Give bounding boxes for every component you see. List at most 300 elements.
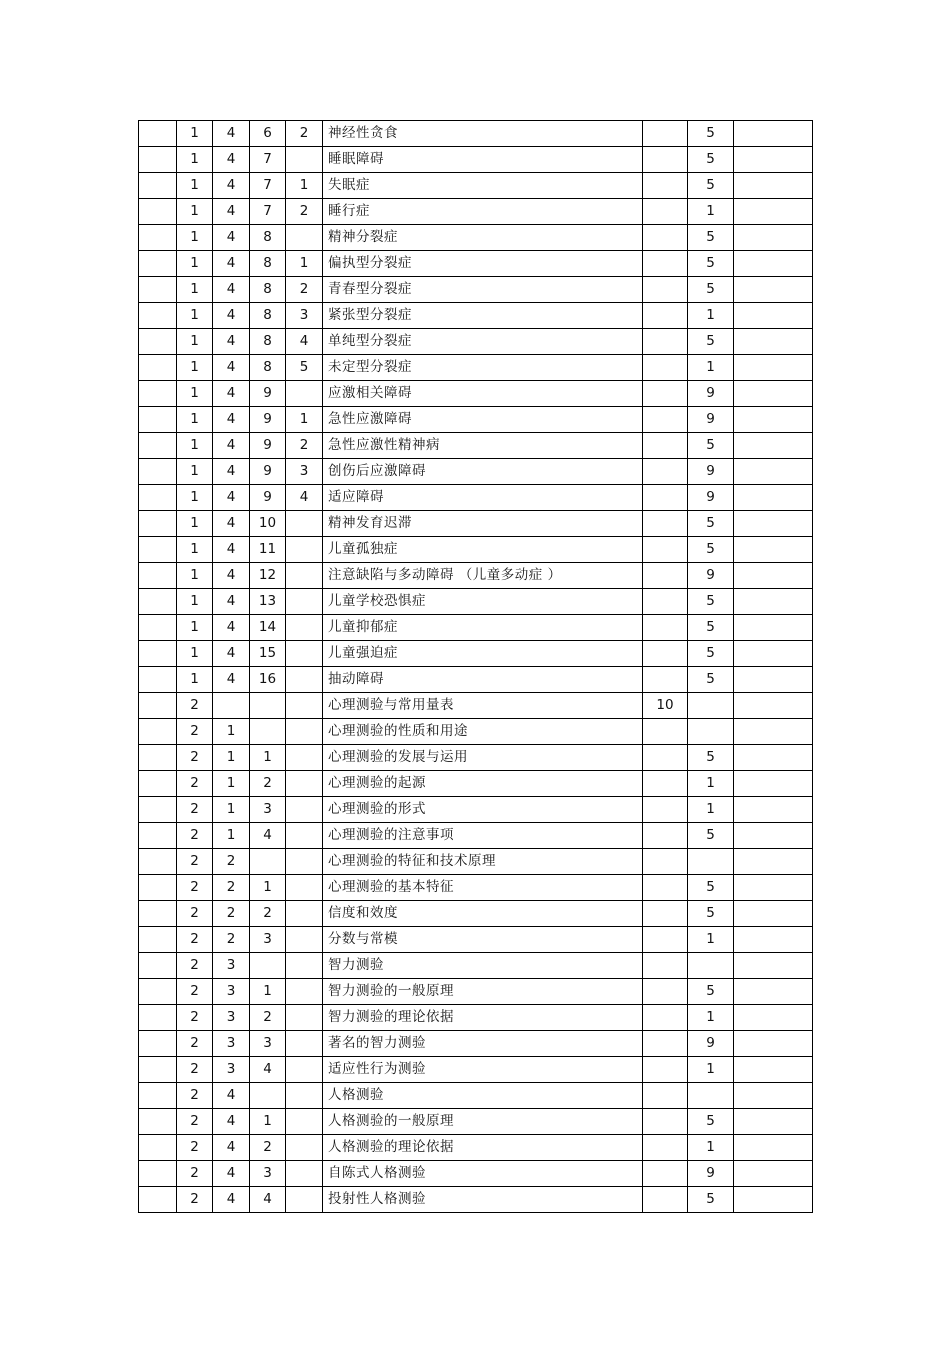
blank-cell — [139, 511, 177, 537]
weight-cell — [643, 927, 688, 953]
weight-cell — [643, 251, 688, 277]
weight-cell — [643, 485, 688, 511]
level-1-cell: 1 — [177, 381, 213, 407]
remark-cell — [734, 1083, 813, 1109]
item-name-cell: 抽动障碍 — [323, 667, 643, 693]
item-name-cell: 适应性行为测验 — [323, 1057, 643, 1083]
item-name-cell: 人格测验的理论依据 — [323, 1135, 643, 1161]
remark-cell — [734, 537, 813, 563]
level-2-cell: 4 — [213, 1161, 250, 1187]
table-row — [139, 1135, 813, 1161]
score-cell: 1 — [688, 355, 734, 381]
weight-cell — [643, 641, 688, 667]
level-2-cell: 2 — [213, 901, 250, 927]
weight-cell — [643, 979, 688, 1005]
remark-cell — [734, 147, 813, 173]
score-cell: 5 — [688, 979, 734, 1005]
level-4-cell — [286, 849, 323, 875]
level-4-cell: 3 — [286, 303, 323, 329]
remark-cell — [734, 979, 813, 1005]
item-name-cell: 心理测验的注意事项 — [323, 823, 643, 849]
table-row — [139, 537, 813, 563]
blank-cell — [139, 823, 177, 849]
level-4-cell — [286, 927, 323, 953]
blank-cell — [139, 615, 177, 641]
level-2-cell: 1 — [213, 797, 250, 823]
weight-cell — [643, 433, 688, 459]
level-4-cell — [286, 719, 323, 745]
item-name-cell: 急性应激性精神病 — [323, 433, 643, 459]
item-name-cell: 心理测验与常用量表 — [323, 693, 643, 719]
table-row — [139, 1057, 813, 1083]
table-row — [139, 251, 813, 277]
level-2-cell: 3 — [213, 979, 250, 1005]
remark-cell — [734, 797, 813, 823]
level-4-cell — [286, 1057, 323, 1083]
table-row — [139, 693, 813, 719]
level-2-cell — [213, 693, 250, 719]
table-row — [139, 667, 813, 693]
weight-cell — [643, 1161, 688, 1187]
weight-cell — [643, 1057, 688, 1083]
table-row — [139, 641, 813, 667]
score-cell: 5 — [688, 901, 734, 927]
remark-cell — [734, 1109, 813, 1135]
blank-cell — [139, 199, 177, 225]
item-name-cell: 单纯型分裂症 — [323, 329, 643, 355]
level-2-cell: 4 — [213, 589, 250, 615]
item-name-cell: 自陈式人格测验 — [323, 1161, 643, 1187]
table-row — [139, 901, 813, 927]
level-3-cell: 8 — [250, 303, 286, 329]
item-name-cell: 人格测验的一般原理 — [323, 1109, 643, 1135]
level-3-cell: 2 — [250, 901, 286, 927]
blank-cell — [139, 875, 177, 901]
remark-cell — [734, 927, 813, 953]
level-3-cell: 2 — [250, 1135, 286, 1161]
table-row — [139, 121, 813, 147]
remark-cell — [734, 1005, 813, 1031]
item-name-cell: 失眠症 — [323, 173, 643, 199]
blank-cell — [139, 797, 177, 823]
score-cell: 5 — [688, 823, 734, 849]
score-cell: 1 — [688, 1135, 734, 1161]
level-2-cell: 4 — [213, 277, 250, 303]
level-2-cell: 4 — [213, 303, 250, 329]
table-row — [139, 199, 813, 225]
table-row — [139, 485, 813, 511]
level-3-cell: 6 — [250, 121, 286, 147]
item-name-cell: 心理测验的基本特征 — [323, 875, 643, 901]
level-3-cell — [250, 693, 286, 719]
level-1-cell: 1 — [177, 121, 213, 147]
level-4-cell: 3 — [286, 459, 323, 485]
level-4-cell — [286, 1083, 323, 1109]
blank-cell — [139, 1031, 177, 1057]
level-2-cell: 3 — [213, 1057, 250, 1083]
table-row — [139, 277, 813, 303]
item-name-cell: 紧张型分裂症 — [323, 303, 643, 329]
remark-cell — [734, 1161, 813, 1187]
level-4-cell — [286, 589, 323, 615]
level-2-cell: 4 — [213, 485, 250, 511]
table-row — [139, 225, 813, 251]
weight-cell — [643, 667, 688, 693]
item-name-cell: 儿童抑郁症 — [323, 615, 643, 641]
score-cell — [688, 693, 734, 719]
level-1-cell: 1 — [177, 251, 213, 277]
level-4-cell — [286, 1005, 323, 1031]
level-3-cell: 7 — [250, 199, 286, 225]
level-3-cell: 8 — [250, 329, 286, 355]
item-name-cell: 急性应激障碍 — [323, 407, 643, 433]
item-name-cell: 心理测验的性质和用途 — [323, 719, 643, 745]
table-row — [139, 1161, 813, 1187]
level-4-cell — [286, 147, 323, 173]
level-3-cell: 14 — [250, 615, 286, 641]
weight-cell — [643, 303, 688, 329]
blank-cell — [139, 589, 177, 615]
level-4-cell — [286, 537, 323, 563]
blank-cell — [139, 329, 177, 355]
remark-cell — [734, 1187, 813, 1213]
score-cell: 5 — [688, 251, 734, 277]
level-4-cell: 5 — [286, 355, 323, 381]
item-name-cell: 投射性人格测验 — [323, 1187, 643, 1213]
level-3-cell: 15 — [250, 641, 286, 667]
weight-cell — [643, 615, 688, 641]
weight-cell — [643, 147, 688, 173]
weight-cell — [643, 121, 688, 147]
score-cell: 5 — [688, 589, 734, 615]
blank-cell — [139, 433, 177, 459]
level-1-cell: 2 — [177, 1057, 213, 1083]
weight-cell — [643, 511, 688, 537]
score-cell: 5 — [688, 511, 734, 537]
table-row — [139, 589, 813, 615]
remark-cell — [734, 615, 813, 641]
level-2-cell: 4 — [213, 407, 250, 433]
level-1-cell: 1 — [177, 459, 213, 485]
item-name-cell: 分数与常模 — [323, 927, 643, 953]
blank-cell — [139, 485, 177, 511]
table-row — [139, 563, 813, 589]
level-2-cell: 4 — [213, 381, 250, 407]
table-row — [139, 173, 813, 199]
blank-cell — [139, 459, 177, 485]
remark-cell — [734, 563, 813, 589]
level-1-cell: 2 — [177, 1135, 213, 1161]
level-4-cell — [286, 1109, 323, 1135]
remark-cell — [734, 459, 813, 485]
weight-cell — [643, 173, 688, 199]
level-3-cell: 7 — [250, 147, 286, 173]
level-3-cell: 4 — [250, 1057, 286, 1083]
item-name-cell: 儿童强迫症 — [323, 641, 643, 667]
blank-cell — [139, 927, 177, 953]
score-cell: 5 — [688, 537, 734, 563]
level-2-cell: 1 — [213, 719, 250, 745]
level-4-cell — [286, 693, 323, 719]
level-1-cell: 2 — [177, 875, 213, 901]
level-2-cell: 4 — [213, 667, 250, 693]
level-4-cell: 2 — [286, 433, 323, 459]
level-3-cell: 11 — [250, 537, 286, 563]
blank-cell — [139, 147, 177, 173]
level-1-cell: 1 — [177, 589, 213, 615]
remark-cell — [734, 199, 813, 225]
level-4-cell — [286, 771, 323, 797]
level-3-cell: 16 — [250, 667, 286, 693]
level-3-cell: 8 — [250, 225, 286, 251]
level-4-cell — [286, 823, 323, 849]
level-3-cell: 1 — [250, 875, 286, 901]
level-2-cell: 4 — [213, 355, 250, 381]
weight-cell — [643, 329, 688, 355]
blank-cell — [139, 1057, 177, 1083]
table-row — [139, 797, 813, 823]
weight-cell — [643, 537, 688, 563]
weight-cell — [643, 199, 688, 225]
table-row — [139, 615, 813, 641]
level-2-cell: 3 — [213, 953, 250, 979]
remark-cell — [734, 407, 813, 433]
level-1-cell: 2 — [177, 849, 213, 875]
table-row — [139, 953, 813, 979]
remark-cell — [734, 641, 813, 667]
level-2-cell: 2 — [213, 927, 250, 953]
level-2-cell: 1 — [213, 823, 250, 849]
level-3-cell: 3 — [250, 797, 286, 823]
level-1-cell: 2 — [177, 771, 213, 797]
weight-cell — [643, 1109, 688, 1135]
table-row — [139, 1083, 813, 1109]
level-4-cell — [286, 667, 323, 693]
level-4-cell — [286, 1031, 323, 1057]
weight-cell — [643, 407, 688, 433]
weight-cell — [643, 459, 688, 485]
item-name-cell: 心理测验的发展与运用 — [323, 745, 643, 771]
score-cell: 1 — [688, 771, 734, 797]
level-4-cell — [286, 1161, 323, 1187]
level-1-cell: 1 — [177, 147, 213, 173]
weight-cell — [643, 589, 688, 615]
level-2-cell: 4 — [213, 511, 250, 537]
level-1-cell: 2 — [177, 1161, 213, 1187]
table-row — [139, 1109, 813, 1135]
blank-cell — [139, 173, 177, 199]
table-row — [139, 459, 813, 485]
level-2-cell: 4 — [213, 433, 250, 459]
score-cell: 5 — [688, 1109, 734, 1135]
level-4-cell — [286, 563, 323, 589]
table-row — [139, 823, 813, 849]
level-3-cell: 1 — [250, 1109, 286, 1135]
level-3-cell: 1 — [250, 979, 286, 1005]
level-1-cell: 2 — [177, 719, 213, 745]
remark-cell — [734, 277, 813, 303]
weight-cell — [643, 745, 688, 771]
level-4-cell — [286, 615, 323, 641]
item-name-cell: 精神发育迟滞 — [323, 511, 643, 537]
item-name-cell: 创伤后应激障碍 — [323, 459, 643, 485]
level-4-cell — [286, 901, 323, 927]
remark-cell — [734, 355, 813, 381]
item-name-cell: 儿童学校恐惧症 — [323, 589, 643, 615]
weight-cell — [643, 381, 688, 407]
weight-cell — [643, 797, 688, 823]
level-3-cell — [250, 953, 286, 979]
level-4-cell: 1 — [286, 251, 323, 277]
level-1-cell: 2 — [177, 927, 213, 953]
item-name-cell: 儿童孤独症 — [323, 537, 643, 563]
level-1-cell: 1 — [177, 485, 213, 511]
level-4-cell: 1 — [286, 407, 323, 433]
remark-cell — [734, 953, 813, 979]
remark-cell — [734, 589, 813, 615]
table-row — [139, 407, 813, 433]
table-row — [139, 719, 813, 745]
level-3-cell — [250, 849, 286, 875]
level-3-cell: 8 — [250, 251, 286, 277]
item-name-cell: 智力测验的一般原理 — [323, 979, 643, 1005]
level-2-cell: 4 — [213, 173, 250, 199]
level-2-cell: 4 — [213, 329, 250, 355]
level-1-cell: 2 — [177, 1187, 213, 1213]
level-3-cell: 2 — [250, 1005, 286, 1031]
score-cell: 5 — [688, 875, 734, 901]
score-cell: 5 — [688, 615, 734, 641]
level-2-cell: 1 — [213, 745, 250, 771]
level-4-cell — [286, 1135, 323, 1161]
level-2-cell: 1 — [213, 771, 250, 797]
level-4-cell — [286, 225, 323, 251]
level-4-cell — [286, 511, 323, 537]
remark-cell — [734, 667, 813, 693]
weight-cell — [643, 1135, 688, 1161]
level-1-cell: 1 — [177, 329, 213, 355]
level-1-cell: 2 — [177, 745, 213, 771]
item-name-cell: 智力测验 — [323, 953, 643, 979]
level-2-cell: 4 — [213, 1135, 250, 1161]
level-4-cell — [286, 1187, 323, 1213]
level-1-cell: 1 — [177, 511, 213, 537]
score-cell — [688, 953, 734, 979]
level-2-cell: 3 — [213, 1031, 250, 1057]
table-body — [139, 121, 813, 1213]
level-3-cell: 12 — [250, 563, 286, 589]
blank-cell — [139, 693, 177, 719]
table-row — [139, 147, 813, 173]
weight-cell — [643, 1083, 688, 1109]
weight-cell — [643, 1005, 688, 1031]
score-cell: 5 — [688, 329, 734, 355]
level-1-cell: 2 — [177, 1083, 213, 1109]
level-3-cell — [250, 719, 286, 745]
level-4-cell: 4 — [286, 329, 323, 355]
blank-cell — [139, 1135, 177, 1161]
level-2-cell: 4 — [213, 121, 250, 147]
blank-cell — [139, 121, 177, 147]
remark-cell — [734, 693, 813, 719]
remark-cell — [734, 771, 813, 797]
level-3-cell: 9 — [250, 433, 286, 459]
table-row — [139, 1187, 813, 1213]
score-cell: 9 — [688, 1031, 734, 1057]
weight-cell — [643, 1031, 688, 1057]
level-2-cell: 2 — [213, 849, 250, 875]
blank-cell — [139, 303, 177, 329]
level-1-cell: 2 — [177, 979, 213, 1005]
weight-cell — [643, 875, 688, 901]
weight-cell — [643, 953, 688, 979]
blank-cell — [139, 355, 177, 381]
remark-cell — [734, 173, 813, 199]
table-row — [139, 1031, 813, 1057]
item-name-cell: 心理测验的特征和技术原理 — [323, 849, 643, 875]
level-1-cell: 2 — [177, 1031, 213, 1057]
level-1-cell: 2 — [177, 1109, 213, 1135]
level-2-cell: 4 — [213, 199, 250, 225]
level-3-cell: 3 — [250, 1161, 286, 1187]
level-1-cell: 2 — [177, 797, 213, 823]
weight-cell: 10 — [643, 693, 688, 719]
level-1-cell: 2 — [177, 953, 213, 979]
level-2-cell: 4 — [213, 1109, 250, 1135]
level-1-cell: 2 — [177, 1005, 213, 1031]
table-row — [139, 927, 813, 953]
score-cell: 5 — [688, 173, 734, 199]
level-1-cell: 1 — [177, 303, 213, 329]
level-1-cell: 1 — [177, 615, 213, 641]
weight-cell — [643, 719, 688, 745]
level-2-cell: 4 — [213, 615, 250, 641]
table-row — [139, 381, 813, 407]
score-cell: 1 — [688, 199, 734, 225]
score-cell: 9 — [688, 381, 734, 407]
score-cell: 5 — [688, 1187, 734, 1213]
score-cell — [688, 1083, 734, 1109]
item-name-cell: 睡眠障碍 — [323, 147, 643, 173]
level-4-cell: 1 — [286, 173, 323, 199]
level-4-cell: 2 — [286, 121, 323, 147]
level-2-cell: 4 — [213, 563, 250, 589]
item-name-cell: 适应障碍 — [323, 485, 643, 511]
blank-cell — [139, 1187, 177, 1213]
item-name-cell: 精神分裂症 — [323, 225, 643, 251]
level-1-cell: 1 — [177, 407, 213, 433]
score-cell — [688, 849, 734, 875]
item-name-cell: 心理测验的起源 — [323, 771, 643, 797]
level-3-cell: 3 — [250, 927, 286, 953]
level-4-cell — [286, 953, 323, 979]
score-cell: 5 — [688, 121, 734, 147]
item-name-cell: 未定型分裂症 — [323, 355, 643, 381]
remark-cell — [734, 1135, 813, 1161]
level-4-cell — [286, 641, 323, 667]
table-row — [139, 433, 813, 459]
blank-cell — [139, 537, 177, 563]
item-name-cell: 偏执型分裂症 — [323, 251, 643, 277]
blank-cell — [139, 1005, 177, 1031]
blank-cell — [139, 1161, 177, 1187]
level-3-cell: 7 — [250, 173, 286, 199]
table-row — [139, 303, 813, 329]
score-cell: 5 — [688, 277, 734, 303]
table-row — [139, 745, 813, 771]
blank-cell — [139, 719, 177, 745]
table-row — [139, 849, 813, 875]
